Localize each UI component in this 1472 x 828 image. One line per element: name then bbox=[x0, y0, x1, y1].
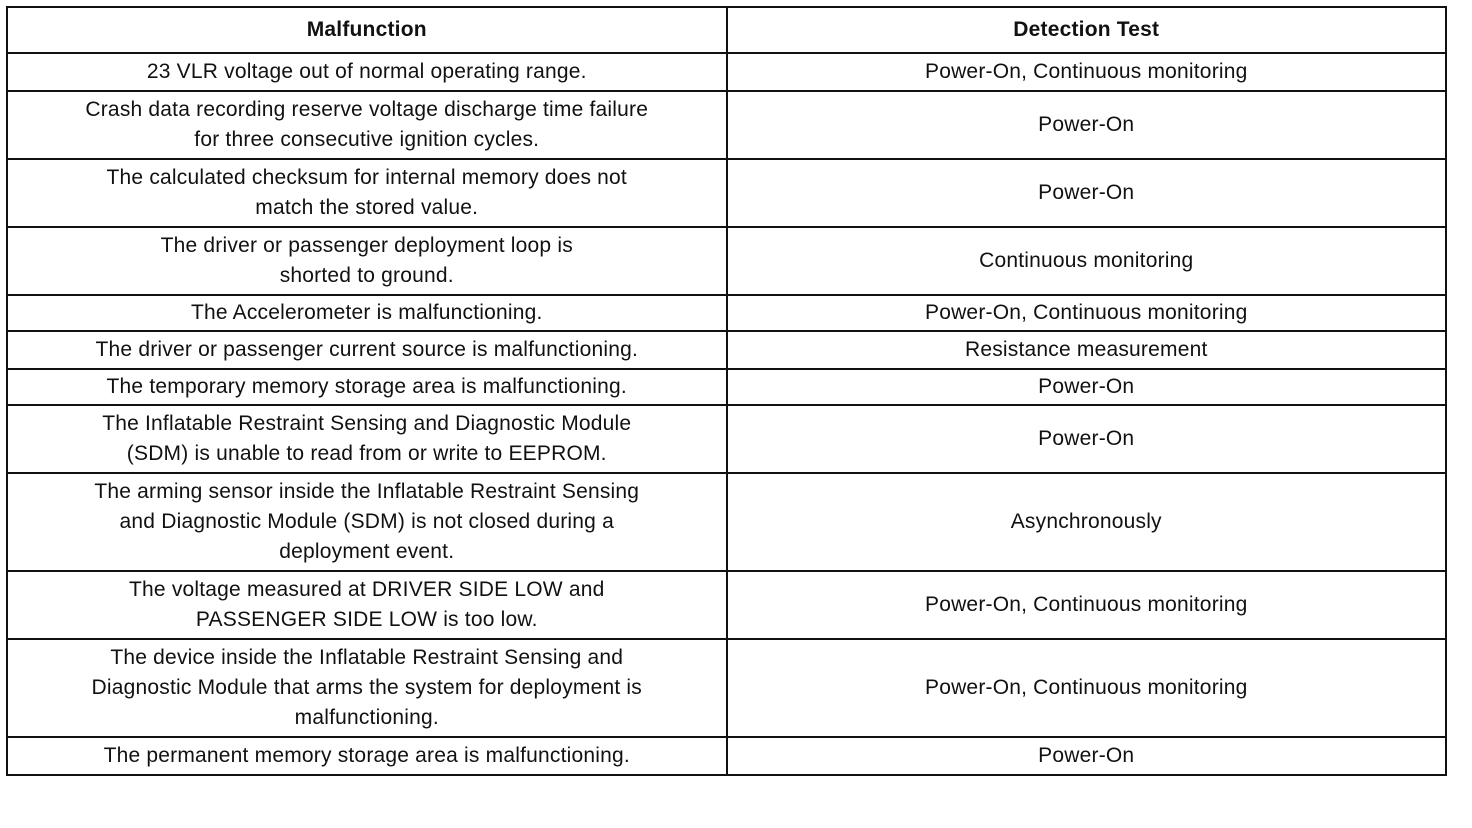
table-row bbox=[7, 571, 1446, 639]
table-row bbox=[7, 405, 1446, 473]
malfunction-text: The device inside the Inflatable Restraint Sensing and Diagnostic Module that arms the system for deployment is malfunctioning. bbox=[91, 646, 642, 729]
malfunction-cell bbox=[7, 159, 727, 227]
malfunction-text: The arming sensor inside the Inflatable Restraint Sensing and Diagnostic Module (SDM) is not closed during a deployment event. bbox=[94, 480, 640, 563]
malfunction-cell bbox=[7, 737, 727, 775]
table-header-row bbox=[7, 7, 1446, 53]
malfunction-cell bbox=[7, 473, 727, 571]
table-row bbox=[7, 369, 1446, 405]
detection-test-text: Power-On, Continuous monitoring bbox=[924, 676, 1248, 699]
detection-test-cell bbox=[727, 295, 1447, 331]
table-row bbox=[7, 91, 1446, 159]
malfunction-text: The driver or passenger current source is malfunctioning. bbox=[95, 338, 638, 361]
detection-test-text: Power-On, Continuous monitoring bbox=[924, 301, 1248, 324]
header-detection-test: Detection Test bbox=[727, 7, 1447, 53]
malfunction-cell bbox=[7, 639, 727, 737]
detection-test-cell bbox=[727, 91, 1447, 159]
malfunction-text: The Inflatable Restraint Sensing and Diagnostic Module (SDM) is unable to read from or write to EEPROM. bbox=[102, 412, 632, 465]
table-row bbox=[7, 295, 1446, 331]
malfunction-text: The Accelerometer is malfunctioning. bbox=[190, 301, 543, 324]
malfunction-cell bbox=[7, 227, 727, 295]
detection-test-cell bbox=[727, 159, 1447, 227]
detection-test-text: Power-On, Continuous monitoring bbox=[924, 593, 1248, 616]
malfunction-cell bbox=[7, 369, 727, 405]
malfunction-cell bbox=[7, 91, 727, 159]
detection-test-cell bbox=[727, 639, 1447, 737]
malfunction-text: Crash data recording reserve voltage discharge time failure for three consecutive ignition cycles. bbox=[85, 98, 649, 151]
detection-test-text: Continuous monitoring bbox=[979, 249, 1194, 272]
table-row bbox=[7, 473, 1446, 571]
malfunction-cell bbox=[7, 295, 727, 331]
detection-test-cell bbox=[727, 473, 1447, 571]
table-row bbox=[7, 159, 1446, 227]
table-row bbox=[7, 227, 1446, 295]
detection-test-text: Asynchronously bbox=[1010, 510, 1162, 533]
detection-test-text: Power-On bbox=[1038, 113, 1135, 136]
malfunction-cell bbox=[7, 571, 727, 639]
table-row bbox=[7, 331, 1446, 369]
header-malfunction: Malfunction bbox=[7, 7, 727, 53]
table-row bbox=[7, 737, 1446, 775]
detection-test-cell bbox=[727, 227, 1447, 295]
malfunction-text: The permanent memory storage area is malfunctioning. bbox=[103, 744, 630, 767]
malfunction-cell bbox=[7, 331, 727, 369]
detection-test-text: Power-On, Continuous monitoring bbox=[924, 60, 1248, 83]
detection-test-cell bbox=[727, 571, 1447, 639]
detection-test-text: Power-On bbox=[1038, 427, 1135, 450]
table-row bbox=[7, 53, 1446, 91]
detection-test-text: Resistance measurement bbox=[964, 338, 1208, 361]
detection-test-cell bbox=[727, 53, 1447, 91]
detection-test-text: Power-On bbox=[1038, 375, 1135, 398]
malfunction-detection-table bbox=[6, 6, 1447, 776]
malfunction-text: The voltage measured at DRIVER SIDE LOW and PASSENGER SIDE LOW is too low. bbox=[129, 578, 605, 631]
detection-test-text: Power-On bbox=[1038, 181, 1135, 204]
malfunction-table-container bbox=[6, 6, 1447, 776]
detection-test-cell bbox=[727, 331, 1447, 369]
detection-test-cell bbox=[727, 405, 1447, 473]
malfunction-cell bbox=[7, 405, 727, 473]
table-row bbox=[7, 639, 1446, 737]
malfunction-text: The driver or passenger deployment loop is shorted to ground. bbox=[160, 234, 573, 287]
detection-test-cell bbox=[727, 737, 1447, 775]
malfunction-cell bbox=[7, 53, 727, 91]
detection-test-text: Power-On bbox=[1038, 744, 1135, 767]
malfunction-text: The calculated checksum for internal memory does not match the stored value. bbox=[106, 166, 627, 219]
malfunction-text: The temporary memory storage area is malfunctioning. bbox=[106, 375, 627, 398]
detection-test-cell bbox=[727, 369, 1447, 405]
malfunction-text: 23 VLR voltage out of normal operating range. bbox=[146, 60, 587, 83]
